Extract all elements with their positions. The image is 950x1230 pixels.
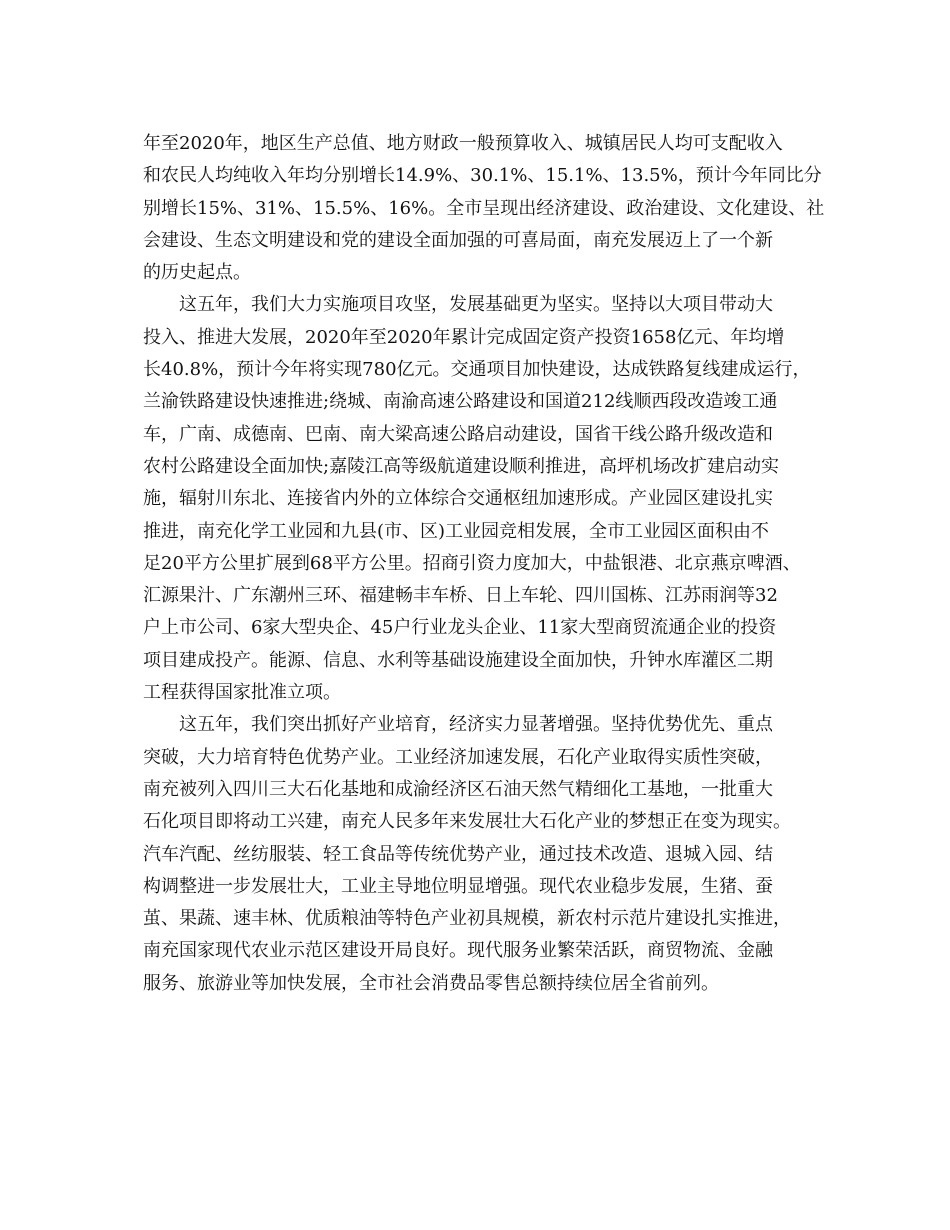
text-line: 农村公路建设全面加快;嘉陵江高等级航道建设顺利推进，高坪机场改扩建启动实 xyxy=(143,455,780,477)
text-line: 年至2020年，地区生产总值、地方财政一般预算收入、城镇居民人均可支配收入 xyxy=(143,133,783,154)
text-line: 车，广南、成德南、巴南、南大梁高速公路启动建设，国省干线公路升级改造和 xyxy=(143,423,773,445)
paragraph-start-line: 这五年，我们大力实施项目攻坚，发展基础更为坚实。坚持以大项目带动大 xyxy=(179,294,773,316)
text-line: 推进，南充化学工业园和九县(市、区)工业园竞相发展，全市工业园区面积由不 xyxy=(143,520,770,542)
text-line: 汽车汽配、丝纺服装、轻工食品等传统优势产业，通过技术改造、退城入园、结 xyxy=(143,843,773,865)
text-line: 项目建成投产。能源、信息、水利等基础设施建设全面加快，升钟水库灌区二期 xyxy=(143,649,773,671)
text-line: 汇源果汁、广东潮州三环、福建畅丰车桥、日上车轮、四川国栋、江苏雨润等32 xyxy=(143,585,778,607)
text-line: 茧、果蔬、速丰林、优质粮油等特色产业初具规模，新农村示范片建设扎实推进， xyxy=(143,908,791,930)
text-line: 施，辐射川东北、连接省内外的立体综合交通枢纽加速形成。产业园区建设扎实 xyxy=(143,488,773,510)
document-body xyxy=(143,128,843,1000)
text-line: 兰渝铁路建设快速推进;绕城、南渝高速公路建设和国道212线顺西段改造竣工通 xyxy=(143,391,778,413)
text-line: 突破，大力培育特色优势产业。工业经济加速发展，石化产业取得实质性突破， xyxy=(143,746,773,768)
text-line: 服务、旅游业等加快发展，全市社会消费品零售总额持续位居全省前列。 xyxy=(143,972,719,994)
text-line: 石化项目即将动工兴建，南充人民多年来发展壮大石化产业的梦想正在变为现实。 xyxy=(143,811,791,833)
text-line: 投入、推进大发展，2020年至2020年累计完成固定资产投资1658亿元、年均增 xyxy=(143,326,785,348)
paragraph-start-line: 这五年，我们突出抓好产业培育，经济实力显著增强。坚持优势优先、重点 xyxy=(179,714,773,736)
text-line: 户上市公司、6家大型央企、45户行业龙头企业、11家大型商贸流通企业的投资 xyxy=(143,617,777,639)
text-line: 足20平方公里扩展到68平方公里。招商引资力度加大，中盐银港、北京燕京啤酒、 xyxy=(143,552,801,574)
text-line: 会建设、生态文明建设和党的建设全面加强的可喜局面，南充发展迈上了一个新 xyxy=(143,229,773,251)
text-line: 南充国家现代农业示范区建设开局良好。现代服务业繁荣活跃，商贸物流、金融 xyxy=(143,940,773,962)
text-line: 和农民人均纯收入年均分别增长14.9%、30.1%、15.1%、13.5%，预计今年同比分 xyxy=(143,165,822,187)
text-line: 别增长15%、31%、15.5%、16%。全市呈现出经济建设、政治建设、文化建设、社 xyxy=(143,197,825,219)
text-line: 长40.8%，预计今年将实现780亿元。交通项目加快建设，达成铁路复线建成运行， xyxy=(143,359,811,381)
text-line: 构调整进一步发展壮大，工业主导地位明显增强。现代农业稳步发展，生猪、蚕 xyxy=(143,875,773,897)
text-line: 工程获得国家批准立项。 xyxy=(143,682,341,704)
text-line: 南充被列入四川三大石化基地和成渝经济区石油天然气精细化工基地，一批重大 xyxy=(143,778,773,800)
text-line: 的历史起点。 xyxy=(143,262,251,284)
